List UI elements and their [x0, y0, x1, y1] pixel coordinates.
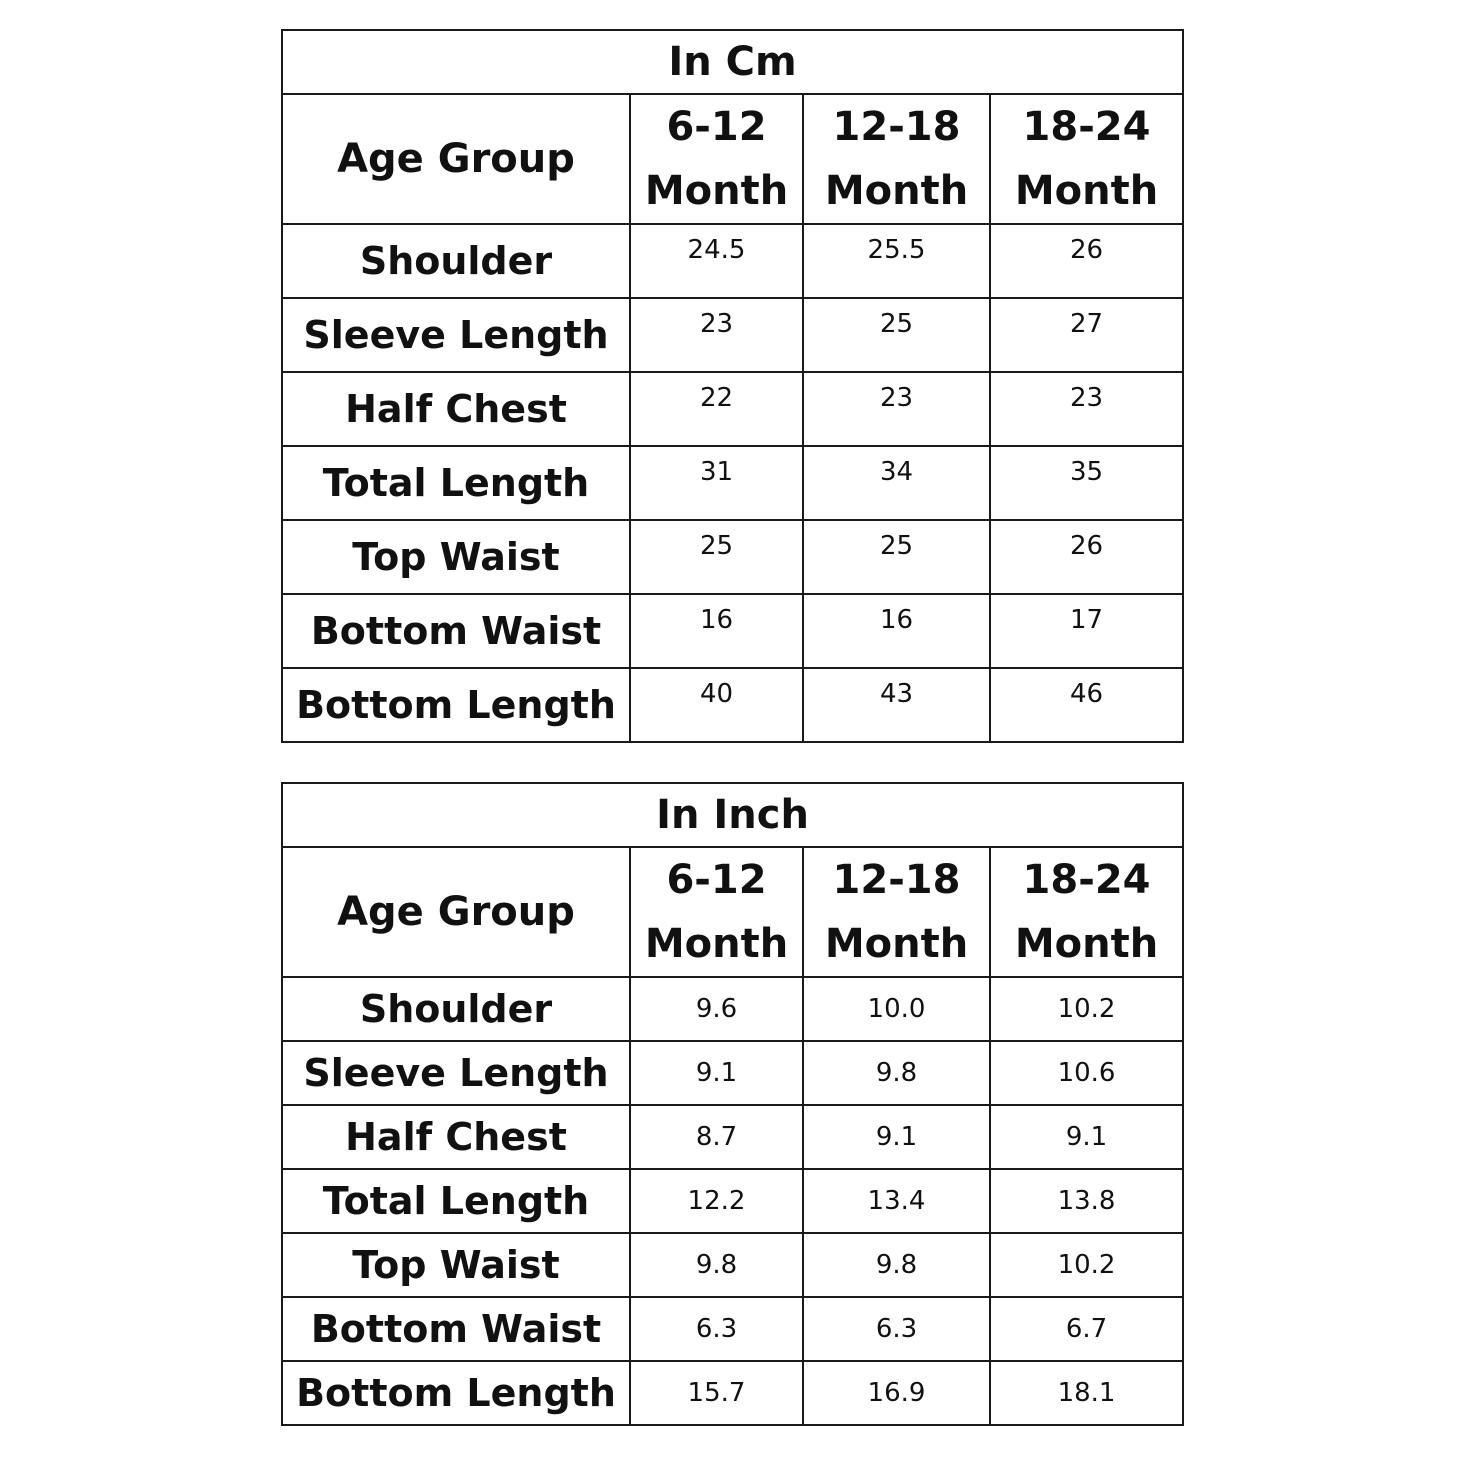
table-row: [282, 1297, 1183, 1361]
measurement-label: Top Waist: [282, 1233, 630, 1297]
size-column-range: 6-12: [666, 104, 767, 150]
measurement-value: 25: [803, 298, 990, 372]
table-row: [282, 594, 1183, 668]
size-column-range: 18-24: [1022, 857, 1151, 903]
table-row: [282, 1105, 1183, 1169]
measurement-value: 9.1: [990, 1105, 1183, 1169]
size-chart-cm-table: [281, 29, 1184, 743]
age-group-header: Age Group: [282, 94, 630, 224]
measurement-value: 16: [630, 594, 803, 668]
measurement-value: 23: [630, 298, 803, 372]
table-title: In Inch: [282, 783, 1183, 847]
table-title-row: [282, 783, 1183, 847]
size-chart-inch-table: [281, 782, 1184, 1426]
size-column-header: [630, 94, 803, 224]
size-column-unit: Month: [1014, 168, 1159, 214]
table-row: [282, 298, 1183, 372]
table-row: [282, 977, 1183, 1041]
size-column-header: [990, 94, 1183, 224]
size-column-unit: Month: [1014, 921, 1159, 967]
table-row: [282, 1041, 1183, 1105]
table-header-row: [282, 847, 1183, 977]
table-row: [282, 372, 1183, 446]
measurement-value: 25: [803, 520, 990, 594]
measurement-value: 25: [630, 520, 803, 594]
table-row: [282, 446, 1183, 520]
measurement-value: 9.1: [630, 1041, 803, 1105]
measurement-value: 25.5: [803, 224, 990, 298]
measurement-label: Bottom Length: [282, 668, 630, 742]
measurement-value: 43: [803, 668, 990, 742]
measurement-value: 31: [630, 446, 803, 520]
measurement-value: 35: [990, 446, 1183, 520]
table-row: [282, 1361, 1183, 1425]
measurement-value: 26: [990, 520, 1183, 594]
measurement-value: 9.1: [803, 1105, 990, 1169]
measurement-label: Half Chest: [282, 372, 630, 446]
size-column-header: [630, 847, 803, 977]
measurement-value: 13.8: [990, 1169, 1183, 1233]
measurement-value: 23: [990, 372, 1183, 446]
measurement-value: 34: [803, 446, 990, 520]
size-column-range: 6-12: [666, 857, 767, 903]
size-column-range: 12-18: [832, 104, 961, 150]
measurement-label: Sleeve Length: [282, 1041, 630, 1105]
measurement-value: 6.3: [803, 1297, 990, 1361]
measurement-value: 13.4: [803, 1169, 990, 1233]
measurement-value: 9.6: [630, 977, 803, 1041]
measurement-label: Total Length: [282, 1169, 630, 1233]
measurement-label: Bottom Waist: [282, 594, 630, 668]
table-row: [282, 520, 1183, 594]
measurement-value: 17: [990, 594, 1183, 668]
measurement-label: Shoulder: [282, 977, 630, 1041]
age-group-header: Age Group: [282, 847, 630, 977]
measurement-value: 26: [990, 224, 1183, 298]
size-column-range: 18-24: [1022, 104, 1151, 150]
measurement-label: Sleeve Length: [282, 298, 630, 372]
measurement-value: 23: [803, 372, 990, 446]
measurement-value: 6.7: [990, 1297, 1183, 1361]
size-column-unit: Month: [644, 168, 789, 214]
table-title: In Cm: [282, 30, 1183, 94]
measurement-value: 22: [630, 372, 803, 446]
measurement-value: 16.9: [803, 1361, 990, 1425]
measurement-value: 15.7: [630, 1361, 803, 1425]
measurement-label: Half Chest: [282, 1105, 630, 1169]
measurement-value: 6.3: [630, 1297, 803, 1361]
size-column-header: [803, 94, 990, 224]
table-header-row: [282, 94, 1183, 224]
measurement-value: 9.8: [630, 1233, 803, 1297]
measurement-value: 9.8: [803, 1233, 990, 1297]
measurement-label: Shoulder: [282, 224, 630, 298]
measurement-value: 10.2: [990, 1233, 1183, 1297]
size-column-unit: Month: [644, 921, 789, 967]
table-row: [282, 668, 1183, 742]
measurement-value: 9.8: [803, 1041, 990, 1105]
table-row: [282, 224, 1183, 298]
measurement-label: Bottom Waist: [282, 1297, 630, 1361]
size-column-unit: Month: [824, 168, 969, 214]
measurement-value: 24.5: [630, 224, 803, 298]
measurement-value: 27: [990, 298, 1183, 372]
size-column-range: 12-18: [832, 857, 961, 903]
measurement-value: 8.7: [630, 1105, 803, 1169]
measurement-label: Total Length: [282, 446, 630, 520]
measurement-label: Top Waist: [282, 520, 630, 594]
measurement-value: 10.0: [803, 977, 990, 1041]
measurement-label: Bottom Length: [282, 1361, 630, 1425]
measurement-value: 46: [990, 668, 1183, 742]
size-column-header: [990, 847, 1183, 977]
measurement-value: 10.2: [990, 977, 1183, 1041]
measurement-value: 18.1: [990, 1361, 1183, 1425]
size-column-header: [803, 847, 990, 977]
table-title-row: [282, 30, 1183, 94]
table-row: [282, 1233, 1183, 1297]
measurement-value: 40: [630, 668, 803, 742]
size-column-unit: Month: [824, 921, 969, 967]
measurement-value: 12.2: [630, 1169, 803, 1233]
measurement-value: 10.6: [990, 1041, 1183, 1105]
table-row: [282, 1169, 1183, 1233]
measurement-value: 16: [803, 594, 990, 668]
